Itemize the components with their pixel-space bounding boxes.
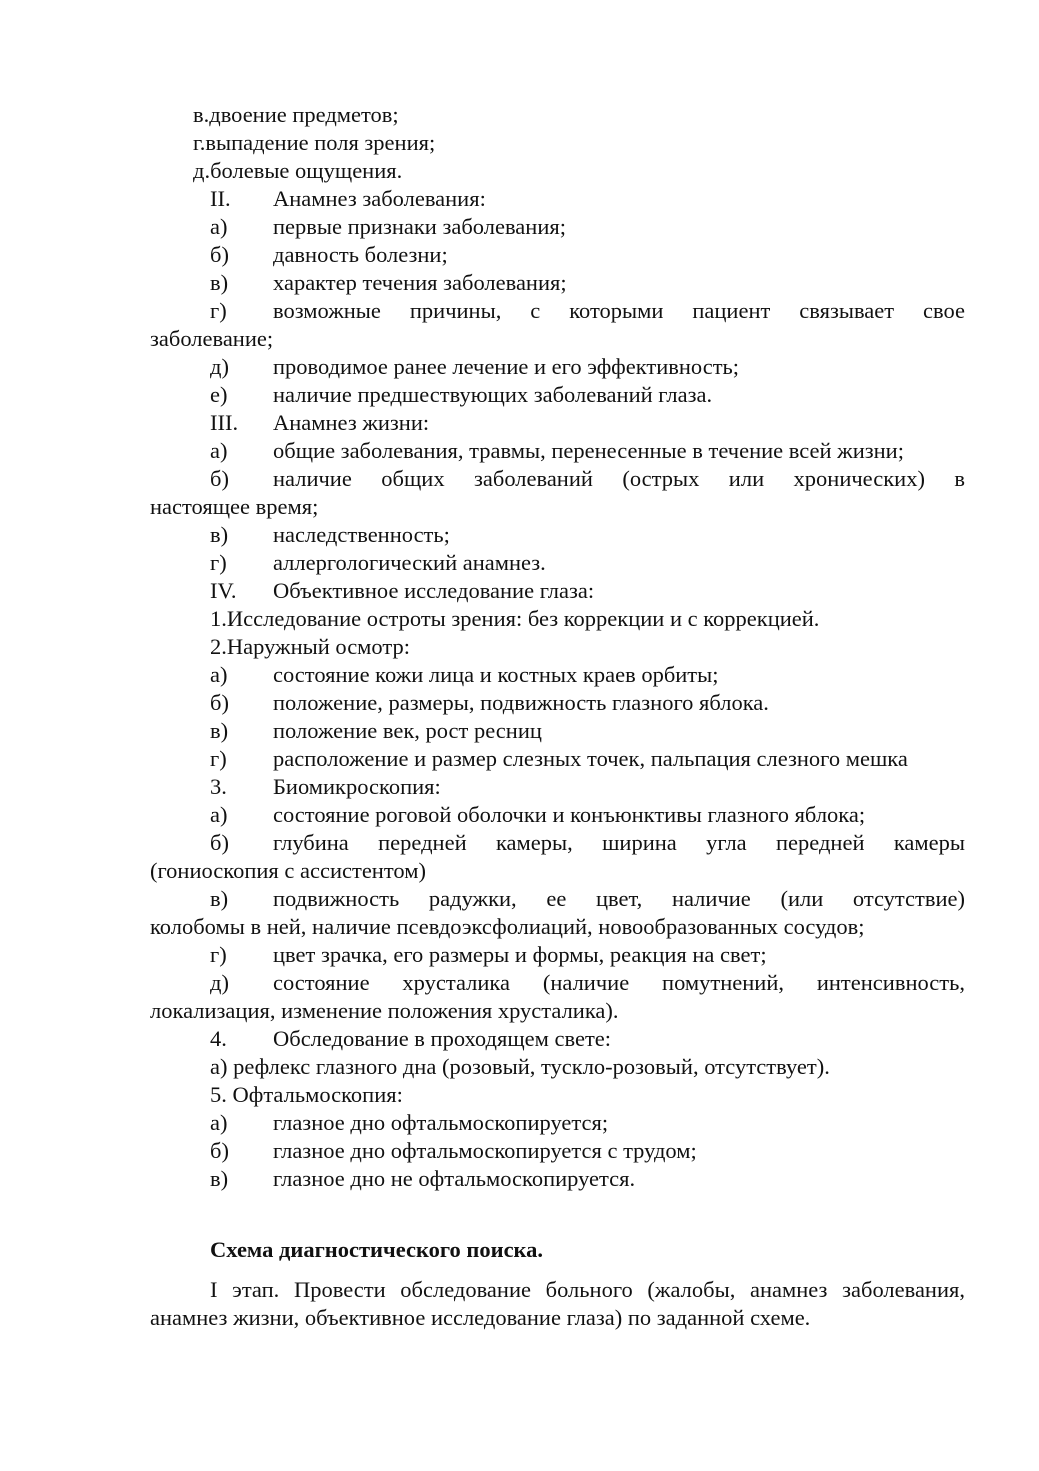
subsection-heading: 2.Наружный осмотр: — [210, 634, 410, 659]
list-item: а) рефлекс глазного дна (розовый, тускло-розовый, отсутствует). — [210, 1054, 830, 1079]
list-item: в) наследственность; — [210, 522, 450, 547]
list-item: б) положение, размеры, подвижность глазного яблока. — [210, 690, 769, 715]
list-item: в.двоение предметов; — [193, 102, 399, 127]
list-item-continuation: локализация, изменение положения хрусталика). — [150, 998, 619, 1023]
list-item: б) глубина передней камеры, ширина угла передней камеры — [210, 830, 965, 855]
subsection-heading: 5. Офтальмоскопия: — [210, 1082, 403, 1107]
list-item-continuation: (гониоскопия с ассистентом) — [150, 858, 426, 883]
paragraph-line: анамнез жизни, объективное исследование глаза) по заданной схеме. — [150, 1305, 811, 1330]
section-heading: II. Анамнез заболевания: — [210, 186, 486, 211]
list-item: г) расположение и размер слезных точек, пальпация слезного мешка — [210, 746, 908, 771]
list-item: г) возможные причины, с которыми пациент связывает свое — [210, 298, 965, 323]
list-item: е) наличие предшествующих заболеваний глаза. — [210, 382, 713, 407]
list-item: б) наличие общих заболеваний (острых или хронических) в — [210, 466, 965, 491]
subsection-heading: 1.Исследование остроты зрения: без коррекции и с коррекцией. — [210, 606, 820, 631]
list-item: а) состояние роговой оболочки и конъюнктивы глазного яблока; — [210, 802, 866, 827]
section-title: Схема диагностического поиска. — [210, 1237, 544, 1262]
list-item: д) состояние хрусталика (наличие помутнений, интенсивность, — [210, 970, 965, 995]
list-item: г) аллергологический анамнез. — [210, 550, 546, 575]
section-heading: IV. Объективное исследование глаза: — [210, 578, 595, 603]
list-item: в) подвижность радужки, ее цвет, наличие (или отсутствие) — [210, 886, 965, 911]
list-item: д) проводимое ранее лечение и его эффективность; — [210, 354, 740, 379]
list-item: в) положение век, рост ресниц — [210, 718, 542, 743]
list-item: а) состояние кожи лица и костных краев орбиты; — [210, 662, 719, 687]
paragraph-line: I этап. Провести обследование больного (жалобы, анамнез заболевания, — [210, 1277, 965, 1302]
list-item-continuation: заболевание; — [150, 326, 274, 351]
section-heading: III. Анамнез жизни: — [210, 410, 430, 435]
list-item: г) цвет зрачка, его размеры и формы, реакция на свет; — [210, 942, 767, 967]
list-item: а) общие заболевания, травмы, перенесенные в течение всей жизни; — [210, 438, 904, 463]
subsection-heading: 4. Обследование в проходящем свете: — [210, 1026, 612, 1051]
list-item: а) глазное дно офтальмоскопируется; — [210, 1110, 609, 1135]
list-item: а) первые признаки заболевания; — [210, 214, 566, 239]
list-item: в) глазное дно не офтальмоскопируется. — [210, 1166, 636, 1191]
list-item: д.болевые ощущения. — [193, 158, 403, 183]
list-item-continuation: настоящее время; — [150, 494, 319, 519]
list-item-continuation: колобомы в ней, наличие псевдоэксфолиаций, новообразованных сосудов; — [150, 914, 865, 939]
subsection-heading: 3. Биомикроскопия: — [210, 774, 441, 799]
list-item: в) характер течения заболевания; — [210, 270, 567, 295]
list-item: б) давность болезни; — [210, 242, 448, 267]
list-item: б) глазное дно офтальмоскопируется с трудом; — [210, 1138, 697, 1163]
list-item: г.выпадение поля зрения; — [193, 130, 436, 155]
